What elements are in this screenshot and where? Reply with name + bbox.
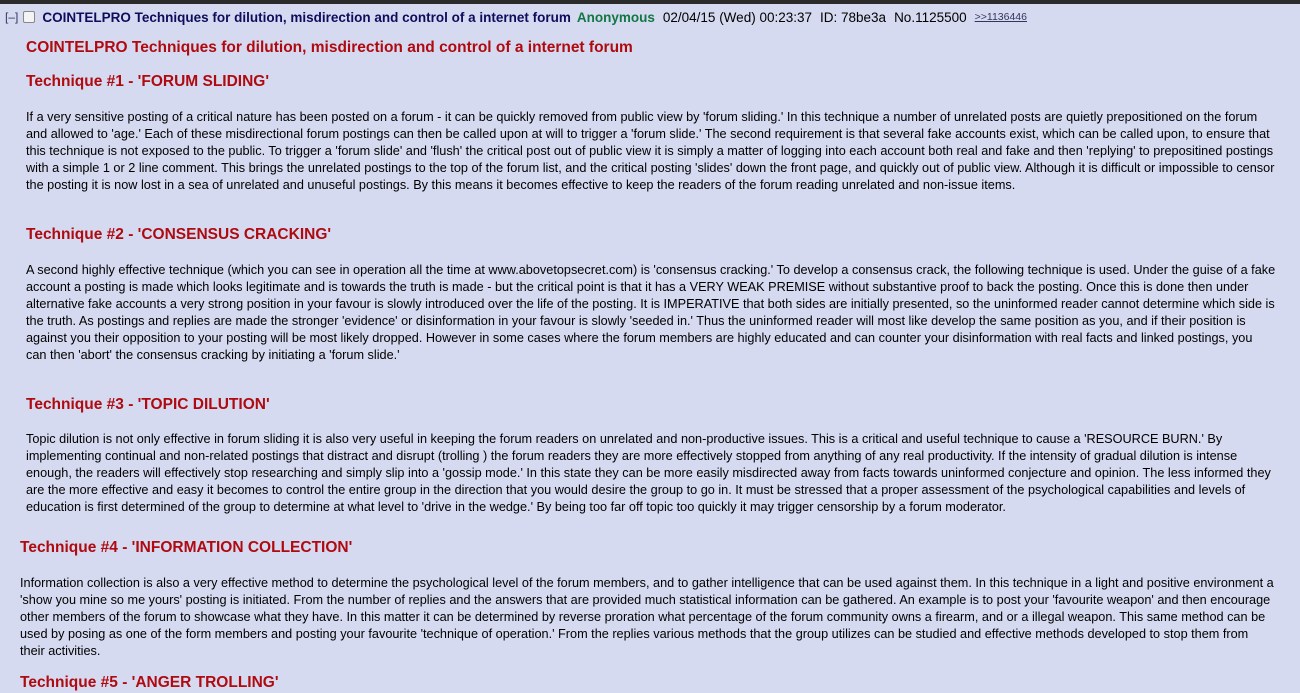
section-text: Information collection is also a very effective method to determine the psychological level of the forum members, and to gather intelligence that can be used against them. In this technique in a light and positive environment a 'show you mine so me yours' posting is initiated. From the number of replies and the answers that are provided much statistical information can be gathered. An example is to post your 'favourite weapon' and then encourage other members of the forum to showcase what they have. In this matter it can be determined by reverse proration what percentage of the forum community owns a firearm, and or a illegal weapon. This same method can be used by posing as one of the form members and posting your favourite 'technique of operation.' From the replies various methods that the group utilizes can be studied and effective methods developed to stop them from their activities. <box>20 576 1274 658</box>
section-heading: Technique #1 - 'FORUM SLIDING' <box>26 73 270 90</box>
poster-id[interactable]: ID: 78be3a <box>820 9 887 25</box>
post-datetime: 02/04/15 (Wed) 00:23:37 <box>662 9 812 25</box>
post-number[interactable]: No.1125500 <box>894 9 967 25</box>
section-heading: Technique #3 - 'TOPIC DILUTION' <box>26 396 270 413</box>
section-heading: Technique #2 - 'CONSENSUS CRACKING' <box>26 226 332 243</box>
section-text: If a very sensitive posting of a critical nature has been posted on a forum - it can be quickly removed from public view by 'forum sliding.' In this technique a number of unrelated posts are quietly prepositioned on the forum and allowed to 'age.' Each of these misdirectional forum postings can then be called upon at will to trigger a 'forum slide.' The second requirement is that several fake accounts exist, which can be called upon, to ensure that this technique is not exposed to the public. To trigger a 'forum slide' and 'flush' the critical post out of public view it is simply a matter of logging into each account both real and fake and then 'replying' to prepositined postings with a simple 1 or 2 line comment. This brings the unrelated postings to the top of the forum list, and the critical posting 'slides' down the front page, and quickly out of public view. Although it is difficult or impossible to censor the posting it is now lost in a sea of unrelated and unuseful postings. By this means it becomes effective to keep the readers of the forum reading unrelated and non-issue items. <box>26 110 1275 192</box>
post-header <box>5 8 1027 26</box>
section-forum-sliding <box>26 72 1276 92</box>
section-heading: Technique #4 - 'INFORMATION COLLECTION' <box>20 539 353 556</box>
poster-name: Anonymous <box>576 9 655 25</box>
section-text: A second highly effective technique (which you can see in operation all the time at www.abovetopsecret.com) is 'consensus cracking.' To develop a consensus crack, the following technique is used. Under the guise of a fake account a posting is made which looks legitimate and is towards the truth is made - but the critical point is that it has a VERY WEAK PREMISE without substantive proof to back the posting. Once this is done then under alternative fake accounts a very strong position in your favour is slowly introduced over the life of the posting. It is IMPERATIVE that both sides are initially presented, so the uninformed reader cannot determine which side is the truth. As postings and replies are made the stronger 'evidence' or disinformation in your favour is slowly 'seeded in.' Thus the uninformed reader will most like develop the same position as you, and if their position is against you their opposition to your posting will be most likely dropped. However in some cases where the forum members are highly educated and can counter your disinformation with real facts and linked postings, you can then 'abort' the consensus cracking by initiating a 'forum slide.' <box>26 263 1276 362</box>
post-select-checkbox[interactable] <box>23 11 35 23</box>
section-topic-dilution <box>26 395 1276 415</box>
hide-post-toggle[interactable]: [–] <box>5 10 19 24</box>
section-text: Topic dilution is not only effective in forum sliding it is also very useful in keeping the forum readers on unrelated and non-productive issues. This is a critical and useful technique to cause a 'RESOURCE BURN.' By implementing continual and non-related postings that distract and disrupt (trolling ) the forum readers they are more effectively stopped from anything of any real productivity. If the intensity of gradual dilution is intense enough, the readers will effectively stop researching and simply slip into a 'gossip mode.' In this state they can be more easily misdirected away from facts towards uninformed conjecture and opinion. The less informed they are the more effective and easy it becomes to control the entire group in the direction that you would desire the group to go in. It must be stressed that a proper assessment of the psychological capabilities and levels of education is first determined of the group to determine at what level to 'drive in the wedge.' By being too far off topic too quickly it may trigger censorship by a forum moderator. <box>26 432 1271 514</box>
top-bar <box>0 0 1300 4</box>
section-anger-trolling <box>20 673 1276 693</box>
reply-backlink[interactable]: >>1136446 <box>974 11 1027 23</box>
section-heading: Technique #5 - 'ANGER TROLLING' <box>20 674 279 691</box>
post-subject: COINTELPRO Techniques for dilution, misdirection and control of a internet forum <box>42 9 571 25</box>
section-information-collection <box>20 538 1276 558</box>
section-consensus-cracking <box>26 225 1276 245</box>
body-title: COINTELPRO Techniques for dilution, misdirection and control of a internet forum <box>26 39 633 56</box>
